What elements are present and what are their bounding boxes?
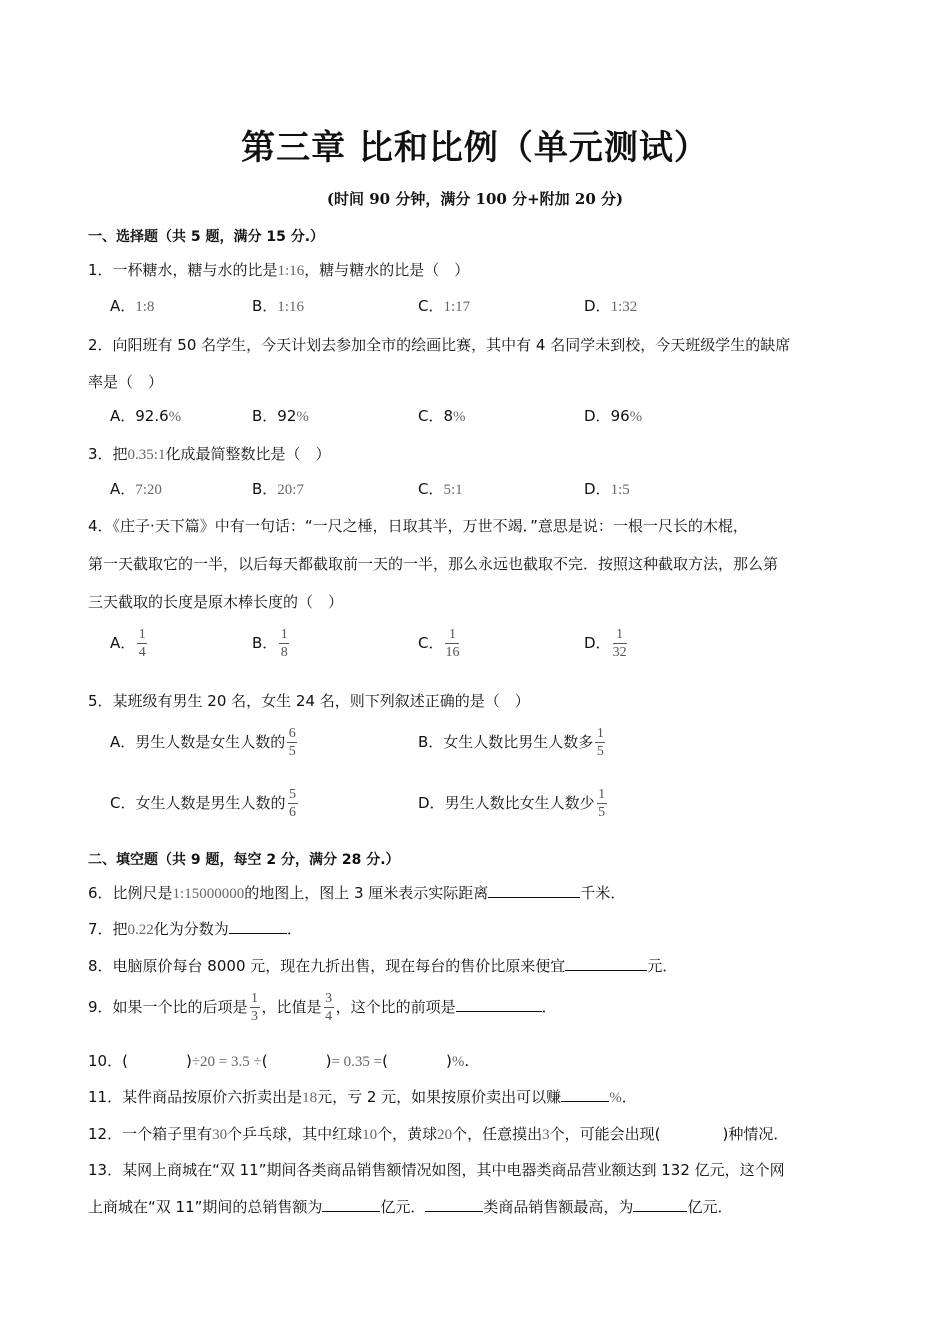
q1-option-b[interactable]: B．1:16: [252, 297, 304, 315]
fraction: $\frac{1}{5}$: [598, 787, 606, 820]
answer-blank[interactable]: [425, 1197, 483, 1212]
question-6: 6．比例尺是1:15000000的地图上，图上 3 厘米表示实际距离 千米．: [88, 884, 626, 902]
question-12: 12．一个箱子里有30个乒乓球，其中红球10个，黄球20个，任意摸出3个，可能会出现( )种情况．: [88, 1125, 789, 1143]
answer-blank[interactable]: [561, 1087, 609, 1102]
q5-option-a[interactable]: A．男生人数是女生人数的 $\frac{6}{5}$: [110, 726, 296, 759]
question-11: 11．某件商品按原价六折卖出是18元，亏 2 元，如果按原价卖出可以赚 %．: [88, 1088, 637, 1106]
fraction: $\frac{1}{16}$: [445, 627, 460, 660]
page-title: 第三章 比和比例（单元测试）: [241, 128, 709, 168]
question-4-line-3: 三天截取的长度是原木棒长度的（ ）: [88, 593, 344, 611]
answer-blank[interactable]: [322, 1197, 380, 1212]
q3-option-c[interactable]: C．5:1: [418, 480, 463, 498]
answer-blank[interactable]: [488, 883, 580, 898]
answer-blank[interactable]: [633, 1197, 687, 1212]
question-13-line-1: 13．某网上商城在“双 11”期间各类商品销售额情况如图，其中电器类商品营业额达到 132 亿元，这个网: [88, 1161, 785, 1179]
q3-option-b[interactable]: B．20:7: [252, 480, 304, 498]
question-2-line-1: 2．向阳班有 50 名学生，今天计划去参加全市的绘画比赛，其中有 4 名同学未到校，今天班级学生的缺席: [88, 336, 791, 354]
q2-option-d[interactable]: D．96%: [584, 407, 643, 425]
q2-option-a[interactable]: A．92.6%: [110, 407, 182, 425]
answer-blank[interactable]: [229, 919, 287, 934]
question-5: 5．某班级有男生 20 名，女生 24 名，则下列叙述正确的是（ ）: [88, 692, 530, 710]
question-4-line-2: 第一天截取它的一半，以后每天都截取前一天的一半，那么永远也截取不完．按照这种截取方法，那么第: [88, 555, 779, 573]
section-fill-header: 二、填空题（共 9 题，每空 2 分，满分 28 分.）: [88, 852, 400, 868]
fraction: $\frac{6}{5}$: [288, 726, 296, 759]
question-13-line-2: 上商城在“双 11”期间的总销售额为 亿元． 类商品销售额最高，为 亿元．: [88, 1198, 733, 1216]
q4-option-c[interactable]: C． $\frac{1}{16}$: [418, 627, 460, 660]
question-1: 1．一杯糖水，糖与水的比是1:16，糖与糖水的比是（ ）: [88, 261, 470, 279]
q1-option-a[interactable]: A．1:8: [110, 297, 155, 315]
fraction: $\frac{1}{5}$: [596, 726, 604, 759]
question-8: 8．电脑原价每台 8000 元，现在九折出售，现在每台的售价比原来便宜 元．: [88, 957, 678, 975]
q3-option-a[interactable]: A．7:20: [110, 480, 162, 498]
q4-option-b[interactable]: B． $\frac{1}{8}$: [252, 627, 288, 660]
question-7: 7．把0.22化为分数为 ．: [88, 920, 302, 938]
q3-option-d[interactable]: D．1:5: [584, 480, 630, 498]
section-choice-header: 一、选择题（共 5 题，满分 15 分.）: [88, 229, 325, 245]
page-subtitle: (时间 90 分钟，满分 100 分+附加 20 分): [326, 190, 624, 208]
q1-option-c[interactable]: C．1:17: [418, 297, 471, 315]
fraction: $\frac{1}{8}$: [280, 627, 288, 660]
fraction: $\frac{1}{32}$: [612, 627, 627, 660]
fraction: $\frac{1}{4}$: [138, 627, 146, 660]
question-9: 9．如果一个比的后项是 $\frac{1}{3}$ ，比值是 $\frac{3}{4}$ ，这个比的前项是 ．: [88, 991, 557, 1024]
answer-blank[interactable]: [456, 997, 542, 1012]
q4-option-d[interactable]: D． $\frac{1}{32}$: [584, 627, 627, 660]
question-4-line-1: 4．《庄子·天下篇》中有一句话：“一尺之棰，日取其半，万世不竭．”意思是说：一根一尺长的木棍，: [88, 517, 748, 535]
q1-option-d[interactable]: D．1:32: [584, 297, 638, 315]
q2-option-b[interactable]: B．92%: [252, 407, 309, 425]
question-2-line-2: 率是（ ）: [88, 373, 164, 391]
fraction: $\frac{3}{4}$: [325, 991, 333, 1024]
fraction: $\frac{1}{3}$: [251, 991, 259, 1024]
question-3: 3．把0.35:1化成最简整数比是（ ）: [88, 445, 331, 463]
q5-option-b[interactable]: B．女生人数比男生人数多 $\frac{1}{5}$: [418, 726, 604, 759]
q4-option-a[interactable]: A． $\frac{1}{4}$: [110, 627, 146, 660]
q2-option-c[interactable]: C．8%: [418, 407, 466, 425]
fraction: $\frac{5}{6}$: [289, 787, 296, 820]
q5-option-d[interactable]: D．男生人数比女生人数少 $\frac{1}{5}$: [418, 787, 606, 820]
answer-blank[interactable]: [565, 956, 647, 971]
q5-option-c[interactable]: C．女生人数是男生人数的 $\frac{5}{6}$: [110, 787, 296, 820]
question-10: 10．( )÷20 = 3.5 ÷( )= 0.35 =( )%.: [88, 1052, 470, 1070]
